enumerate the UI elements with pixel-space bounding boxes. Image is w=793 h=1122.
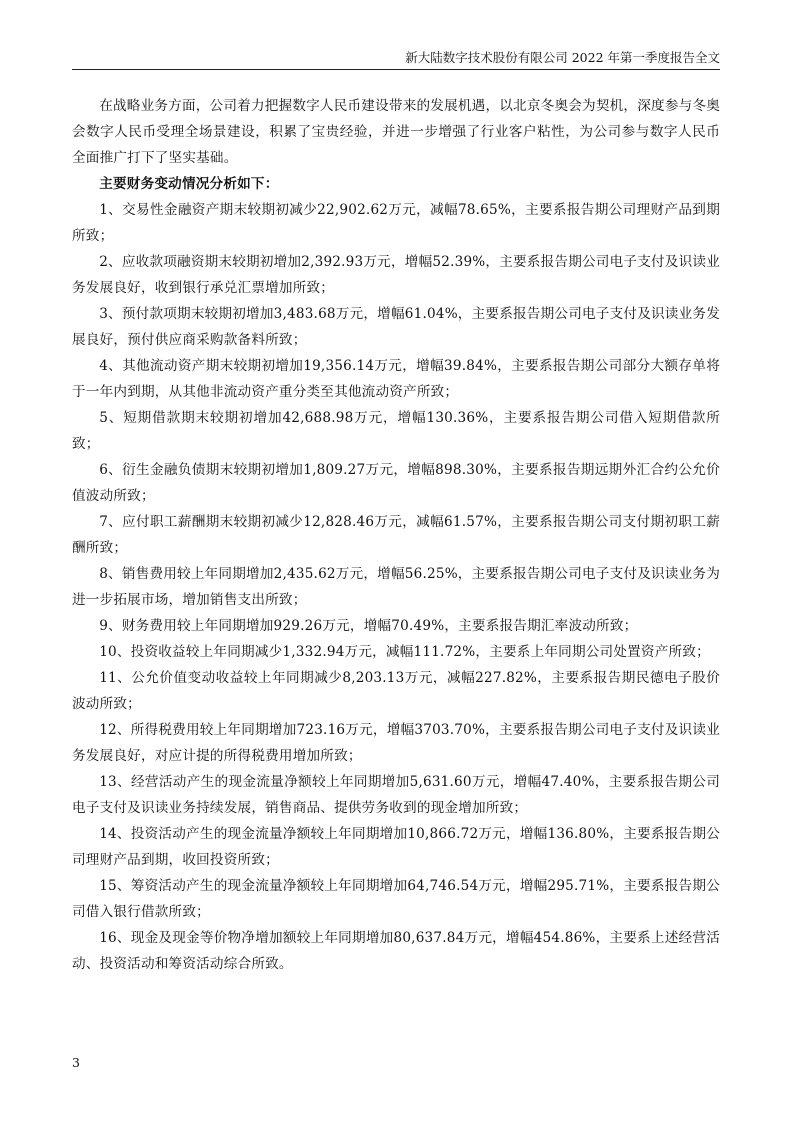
page-number: 3 [72,1055,80,1070]
list-item: 14、投资活动产生的现金流量净额较上年同期增加10,866.72万元，增幅136.80%，主要系报告期公司理财产品到期，收回投资所致； [72,826,720,868]
list-item: 7、应付职工薪酬期末较期初减少12,828.46万元，减幅61.57%，主要系报告期公司支付期初职工薪酬所致； [72,514,720,556]
list-item: 2、应收款项融资期末较期初增加2,392.93万元，增幅52.39%，主要系报告期公司电子支付及识读业务发展良好，收到银行承兑汇票增加所致； [72,254,720,296]
list-item: 10、投资收益较上年同期减少1,332.94万元，减幅111.72%，主要系上年同期公司处置资产所致； [99,644,710,660]
list-item: 16、现金及现金等价物净增加额较上年同期增加80,637.84万元，增幅454.86%，主要系上述经营活动、投资活动和筹资活动综合所致。 [72,930,720,972]
intro-paragraph: 在战略业务方面，公司着力把握数字人民币建设带来的发展机遇，以北京冬奥会为契机，深度参与冬奥会数字人民币受理全场景建设，积累了宝贵经验，并进一步增强了行业客户粘性，为公司参与数字人民币全面推广打下了坚实基础。 [72,98,720,166]
list-item: 3、预付款项期末较期初增加3,483.68万元，增幅61.04%，主要系报告期公司电子支付及识读业务发展良好，预付供应商采购款备料所致； [72,306,720,348]
list-item: 13、经营活动产生的现金流量净额较上年同期增加5,631.60万元，增幅47.40%，主要系报告期公司电子支付及识读业务持续发展，销售商品、提供劳务收到的现金增加所致； [72,774,720,816]
list-item: 6、衍生金融负债期末较期初增加1,809.27万元，增幅898.30%，主要系报告期远期外汇合约公允价值波动所致； [72,462,720,504]
header-divider [72,69,720,70]
list-item: 5、短期借款期末较期初增加42,688.98万元，增幅130.36%，主要系报告期公司借入短期借款所致； [72,410,720,452]
page-header-title: 新大陆数字技术股份有限公司 2022 年第一季度报告全文 [405,50,720,65]
list-item: 4、其他流动资产期末较期初增加19,356.14万元，增幅39.84%，主要系报告期公司部分大额存单将于一年内到期，从其他非流动资产重分类至其他流动资产所致； [72,358,720,400]
section-heading: 主要财务变动情况分析如下： [99,176,279,192]
list-item: 1、交易性金融资产期末较期初减少22,902.62万元，减幅78.65%，主要系报告期公司理财产品到期所致； [72,202,720,244]
list-item: 12、所得税费用较上年同期增加723.16万元，增幅3703.70%，主要系报告期公司电子支付及识读业务发展良好，对应计提的所得税费用增加所致； [72,722,720,764]
list-item: 15、筹资活动产生的现金流量净额较上年同期增加64,746.54万元，增幅295.71%，主要系报告期公司借入银行借款所致； [72,878,720,920]
list-item: 8、销售费用较上年同期增加2,435.62万元，增幅56.25%，主要系报告期公司电子支付及识读业务为进一步拓展市场，增加销售支出所致； [72,566,720,608]
list-item: 11、公允价值变动收益较上年同期减少8,203.13万元，减幅227.82%，主要系报告期民德电子股价波动所致； [72,670,720,712]
document-body [72,93,720,977]
list-item: 9、财务费用较上年同期增加929.26万元，增幅70.49%，主要系报告期汇率波动所致； [99,618,638,634]
